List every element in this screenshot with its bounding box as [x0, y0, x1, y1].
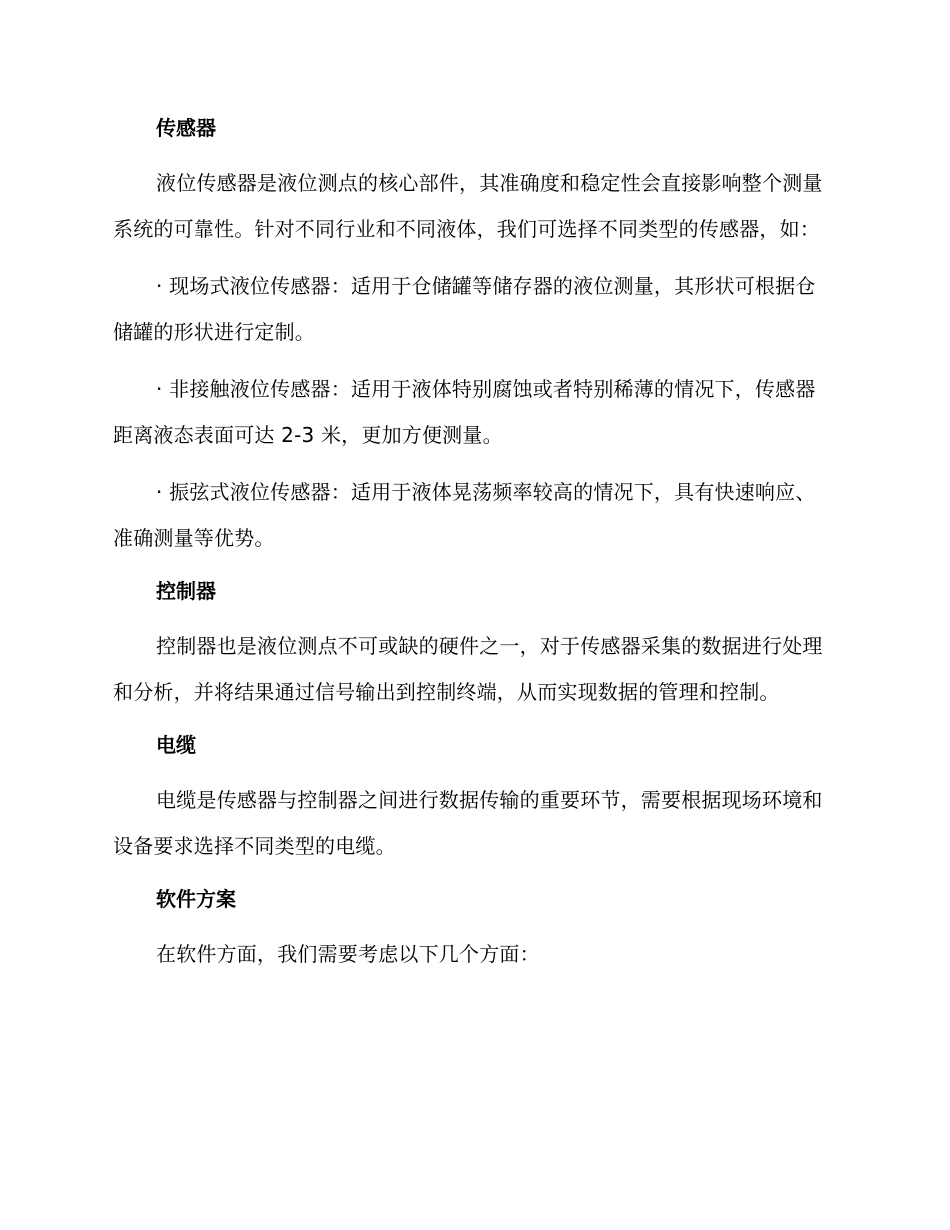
document-page — [113, 110, 833, 978]
section-heading-software: 软件方案 — [156, 887, 236, 911]
list-item-vibrating-wire-sensor: · 振弦式液位传感器：适用于液体晃荡频率较高的情况下，具有快速响应、准确测量等优势。 — [113, 480, 816, 550]
paragraph-sensor-intro: 液位传感器是液位测点的核心部件，其准确度和稳定性会直接影响整个测量系统的可靠性。针对不同行业和不同液体，我们可选择不同类型的传感器，如： — [113, 171, 823, 241]
list-item-noncontact-sensor: · 非接触液位传感器：适用于液体特别腐蚀或者特别稀薄的情况下，传感器距离液态表面可达 2-3 米，更加方便测量。 — [113, 377, 816, 447]
list-item-onsite-sensor: · 现场式液位传感器：适用于仓储罐等储存器的液位测量，其形状可根据仓储罐的形状进行定制。 — [113, 274, 816, 344]
section-heading-cable: 电缆 — [156, 733, 196, 757]
paragraph-software: 在软件方面，我们需要考虑以下几个方面： — [156, 942, 540, 966]
paragraph-controller: 控制器也是液位测点不可或缺的硬件之一，对于传感器采集的数据进行处理和分析，并将结果通过信号输出到控制终端，从而实现数据的管理和控制。 — [113, 634, 823, 704]
section-heading-controller: 控制器 — [156, 579, 216, 603]
paragraph-cable: 电缆是传感器与控制器之间进行数据传输的重要环节，需要根据现场环境和设备要求选择不同类型的电缆。 — [113, 788, 823, 858]
section-heading-sensor: 传感器 — [156, 116, 216, 140]
